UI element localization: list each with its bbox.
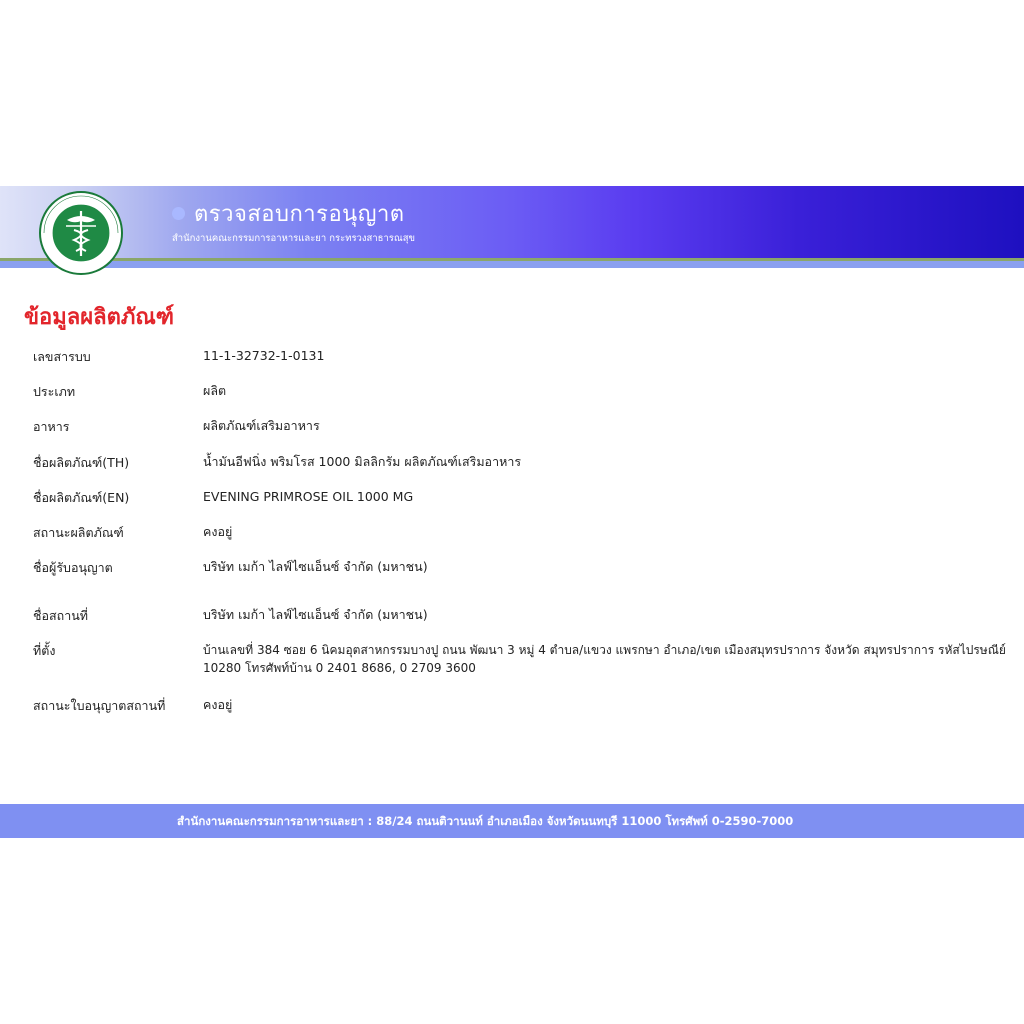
banner-title-group <box>172 196 405 231</box>
registration-no-label: เลขสารบบ <box>33 349 91 364</box>
page-subtitle: สำนักงานคณะกรรมการอาหารและยา กระทรวงสาธารณสุข <box>172 233 416 244</box>
page-title: ตรวจสอบการอนุญาต <box>194 202 405 227</box>
footer-contact: สำนักงานคณะกรรมการอาหารและยา : 88/24 ถนนติวานนท์ อำเภอเมือง จังหวัดนนทบุรี 11000 โทรศัพท์ 0-2590-7000 <box>177 814 794 828</box>
registration-no-value: 11-1-32732-1-0131 <box>203 348 325 363</box>
licensee-value: บริษัท เมก้า ไลฟ์ไซแอ็นซ์ จำกัด (มหาชน) <box>203 559 428 574</box>
bullet-dot-icon <box>172 207 185 220</box>
premises-name-label: ชื่อสถานที่ <box>33 608 88 623</box>
address-value <box>203 641 1018 677</box>
section-heading: ข้อมูลผลิตภัณฑ์ <box>24 305 175 330</box>
category-label: อาหาร <box>33 419 70 434</box>
name-th-value: น้ำมันอีฟนิ่ง พริมโรส 1000 มิลลิกรัม ผลิตภัณฑ์เสริมอาหาร <box>203 454 522 469</box>
name-en-value: EVENING PRIMROSE OIL 1000 MG <box>203 489 414 504</box>
category-value: ผลิตภัณฑ์เสริมอาหาร <box>203 418 320 433</box>
address-line-2: 10280 โทรศัพท์บ้าน 0 2401 8686, 0 2709 3600 <box>203 661 476 675</box>
address-label: ที่ตั้ง <box>33 643 56 658</box>
type-value: ผลิต <box>203 383 227 398</box>
premises-status-value: คงอยู่ <box>203 697 233 712</box>
address-line-1: บ้านเลขที่ 384 ซอย 6 นิคมอุตสาหกรรมบางปู ถนน พัฒนา 3 หมู่ 4 ตำบล/แขวง แพรกษา อำเภอ/เขต เมืองสมุทรปราการ จังหวัด สมุทรปราการ รหัสไปรษณีย์ <box>203 643 1006 657</box>
type-label: ประเภท <box>33 384 76 399</box>
product-status-value: คงอยู่ <box>203 524 233 539</box>
ministry-of-public-health-seal-icon[interactable] <box>36 190 126 276</box>
footer-bar <box>0 804 1024 838</box>
header-banner <box>0 186 1024 258</box>
licensee-label: ชื่อผู้รับอนุญาต <box>33 560 113 575</box>
name-th-label: ชื่อผลิตภัณฑ์(TH) <box>33 455 130 470</box>
name-en-label: ชื่อผลิตภัณฑ์(EN) <box>33 490 130 505</box>
premises-name-value: บริษัท เมก้า ไลฟ์ไซแอ็นซ์ จำกัด (มหาชน) <box>203 607 428 622</box>
premises-status-label: สถานะใบอนุญาตสถานที่ <box>33 698 166 713</box>
product-status-label: สถานะผลิตภัณฑ์ <box>33 525 124 540</box>
banner-sub-band <box>0 261 1024 268</box>
